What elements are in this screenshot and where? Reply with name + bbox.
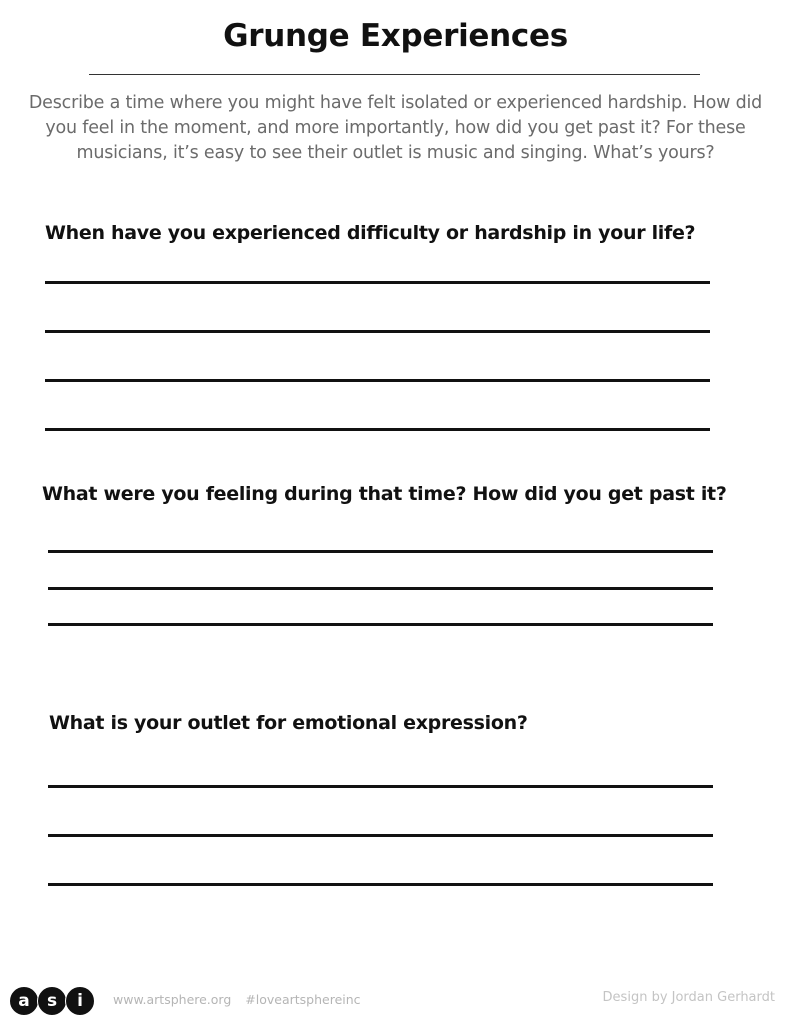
asi-logo [9, 986, 93, 1016]
logo-letter-s: s [37, 986, 67, 1016]
logo-letter-i: i [65, 986, 95, 1016]
logo-letter-a: a [9, 986, 39, 1016]
answer-line-2-3[interactable] [48, 623, 713, 626]
answer-line-1-1[interactable] [45, 281, 710, 284]
answer-line-3-2[interactable] [48, 834, 713, 837]
answer-line-1-2[interactable] [45, 330, 710, 333]
title-divider [89, 74, 700, 75]
answer-line-2-1[interactable] [48, 550, 713, 553]
question-2: What were you feeling during that time? How did you get past it? [42, 483, 727, 505]
website-link[interactable]: www.artsphere.org [113, 992, 232, 1007]
hashtag-text: #loveartsphereinc [245, 992, 361, 1007]
answer-line-2-2[interactable] [48, 587, 713, 590]
answer-line-3-1[interactable] [48, 785, 713, 788]
intro-paragraph: Describe a time where you might have felt isolated or experienced hardship. How did you feel in the moment, and more importantly, how did you get past it? For these musicians, it’s easy to see their outlet is music and singing. What’s yours? [28, 93, 763, 163]
design-credit: Design by Jordan Gerhardt [602, 990, 775, 1005]
answer-line-1-4[interactable] [45, 428, 710, 431]
page-title: Grunge Experiences [223, 18, 568, 54]
answer-line-3-3[interactable] [48, 883, 713, 886]
question-1: When have you experienced difficulty or hardship in your life? [45, 222, 696, 244]
footer-links [113, 992, 361, 1007]
answer-line-1-3[interactable] [45, 379, 710, 382]
question-3: What is your outlet for emotional expression? [49, 712, 528, 734]
